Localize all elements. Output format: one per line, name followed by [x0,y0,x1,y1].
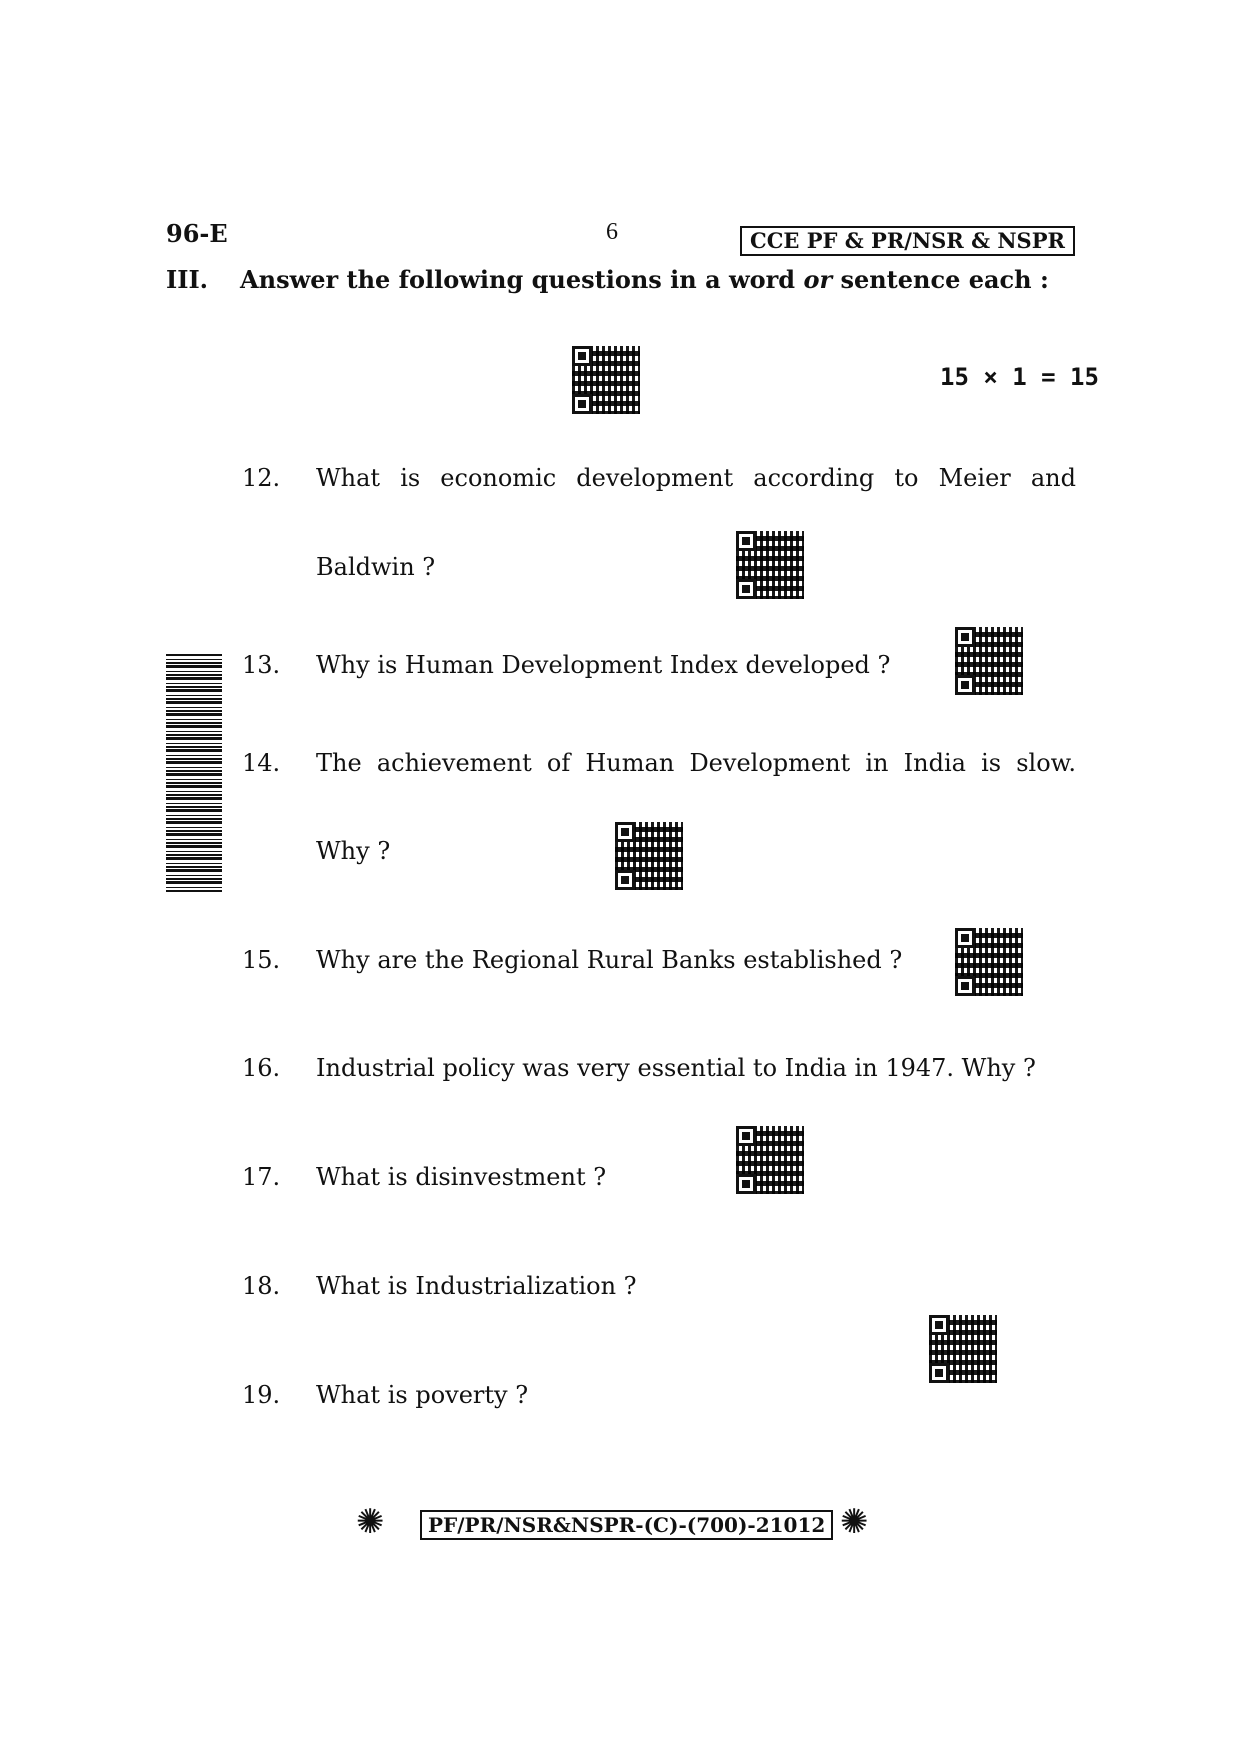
qr-code-icon [736,531,804,599]
qr-code-icon [955,627,1023,695]
question-text: Industrial policy was very essential to India in 1947. Why ? [316,1054,1036,1082]
section-number: III. [166,265,209,294]
qr-code-icon [615,822,683,890]
question-text: Why is Human Development Index developed ? [316,651,891,679]
footer-code: PF/PR/NSR&NSPR-(C)-(700)-21012 [420,1510,833,1540]
question-text-continued: Baldwin ? [316,553,436,581]
exam-title-box: CCE PF & PR/NSR & NSPR [740,226,1075,256]
qr-code-icon [572,346,640,414]
question-text: Why are the Regional Rural Banks established ? [316,946,903,974]
question-text-continued: Why ? [316,837,391,865]
question-number: 14. [242,749,281,777]
question-number: 18. [242,1272,281,1300]
page-number: 6 [606,219,618,245]
instruction-suffix: sentence each : [840,265,1049,294]
question-text: The achievement of Human Development in India is slow. [316,749,1076,777]
star-ornament-icon: ✺ [356,1502,385,1542]
question-number: 19. [242,1381,281,1409]
question-number: 15. [242,946,281,974]
question-number: 16. [242,1054,281,1082]
qr-code-icon [736,1126,804,1194]
question-text: What is poverty ? [316,1381,529,1409]
barcode-icon [166,654,222,892]
question-text: What is disinvestment ? [316,1163,607,1191]
question-number: 17. [242,1163,281,1191]
question-text: What is Industrialization ? [316,1272,637,1300]
instruction-prefix: Answer the following questions in a word [240,265,796,294]
marks-allocation: 15 × 1 = 15 [940,363,1099,391]
question-number: 12. [242,464,281,492]
question-text: What is economic development according to Meier and [316,464,1076,492]
question-number: 13. [242,651,281,679]
paper-code: 96-E [166,219,228,248]
section-instruction [240,265,1049,294]
qr-code-icon [955,928,1023,996]
qr-code-icon [929,1315,997,1383]
instruction-emphasis: or [803,265,833,294]
star-ornament-icon: ✺ [840,1502,869,1542]
